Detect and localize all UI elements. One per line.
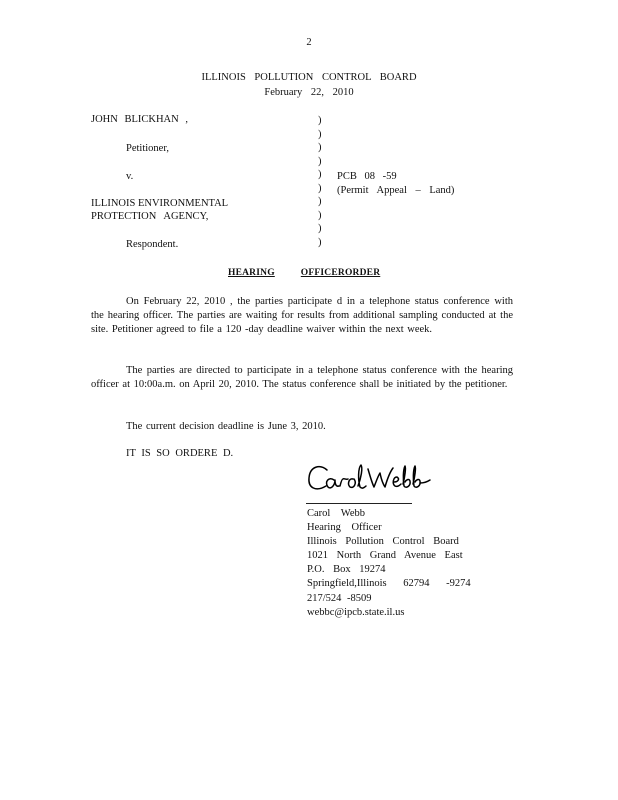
- caption-paren: ): [318, 236, 322, 248]
- versus-label: v.: [126, 171, 134, 182]
- caption-paren: ): [318, 223, 322, 234]
- order-date: February 22, 2010: [264, 87, 354, 98]
- caption-bracket: [318, 114, 328, 249]
- caption-paren: ): [318, 128, 322, 140]
- phone-number: 217/524 -8509: [307, 592, 372, 604]
- caption-paren: ): [318, 115, 322, 126]
- email-address: webbc@ipcb.state.il.us: [307, 606, 405, 618]
- body-paragraph-2: The parties are directed to participate in a telephone status conference with the hearing officer at 10:00a.m. on April 20, 2010. The status conference shall be initiated by the petitioner.: [91, 365, 513, 390]
- caption-paren: ): [318, 182, 322, 194]
- board-heading: ILLINOIS POLLUTION CONTROL BOARD: [201, 72, 417, 83]
- order-title-part2: OFFICERORDER: [300, 268, 381, 278]
- respondent-role: Respondent.: [126, 239, 179, 250]
- address-line-2: P.O. Box 19274: [307, 564, 386, 576]
- order-title-part1: HEARING: [228, 268, 275, 278]
- body-paragraph-3: The current decision deadline is June 3, 2010.: [126, 421, 326, 432]
- caption-paren: ): [318, 155, 322, 167]
- address-city: Springfield,Illinois 62794 -9274: [307, 578, 471, 590]
- order-title: [228, 268, 432, 278]
- closing-line: IT IS SO ORDERE D.: [126, 448, 234, 459]
- caption-paren: ): [318, 142, 322, 153]
- body-paragraph-1: On February 22, 2010 , the parties participate d in a telephone status conference with the hearing officer. The parties are waiting for results from additional sampling conducted at the site. Petitioner agreed to file a 120 -day deadline waiver within the next week.: [91, 296, 513, 335]
- signature-block: [307, 507, 471, 620]
- case-number: PCB 08 -59: [337, 171, 397, 182]
- petitioner-name: JOHN BLICKHAN ,: [91, 114, 188, 125]
- address-line-1: 1021 North Grand Avenue East: [307, 550, 463, 562]
- caption-paren: ): [318, 169, 322, 180]
- page-number: 2: [306, 37, 312, 48]
- respondent-name-line2: PROTECTION AGENCY,: [91, 211, 209, 222]
- signer-name: Carol Webb: [307, 508, 365, 519]
- signer-agency: Illinois Pollution Control Board: [307, 536, 459, 548]
- handwritten-signature: [300, 456, 440, 506]
- signer-title: Hearing Officer: [307, 522, 382, 534]
- caption-paren: ): [318, 196, 322, 207]
- respondent-name-line1: ILLINOIS ENVIRONMENTAL: [91, 198, 229, 209]
- petitioner-role: Petitioner,: [126, 143, 170, 154]
- case-type: (Permit Appeal – Land): [337, 185, 455, 196]
- signature-line: [306, 503, 412, 504]
- caption-paren: ): [318, 209, 322, 221]
